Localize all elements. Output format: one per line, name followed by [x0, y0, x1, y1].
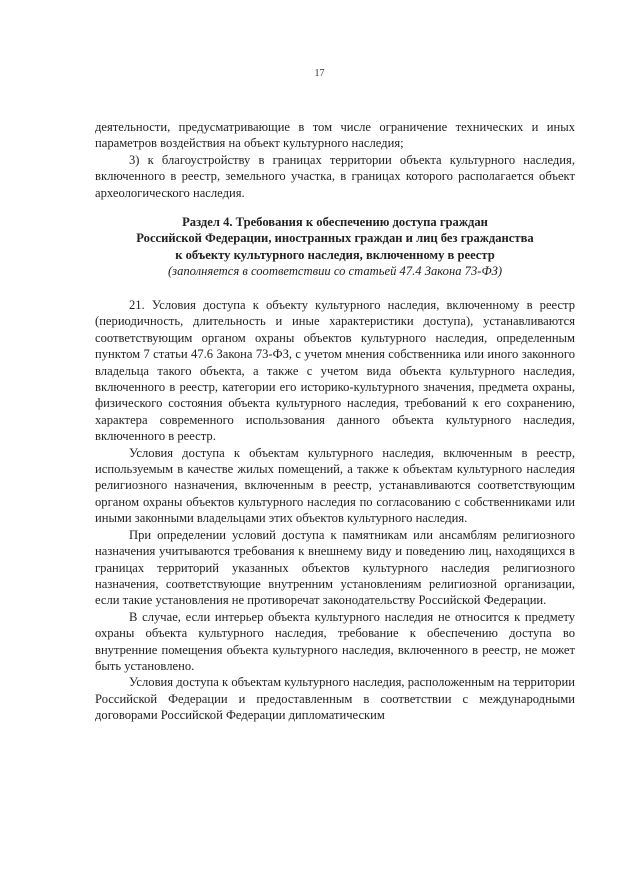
paragraph-interior: В случае, если интерьер объекта культурного наследия не относится к предмету охраны объекта культурного наследия, требование к обеспечению доступа во внутренние помещения объекта культурного наследия, включенного в реестр, не может быть установлено. [95, 609, 575, 673]
paragraph-ensembles: При определении условий доступа к памятникам или ансамблям религиозного назначения учитываются требования к внешнему виду и поведению лиц, находящихся в границах территорий указанных объектов культурного наследия религиозного назначения, соответствующие внутренним установлениям религиозной организации, если такие установления не противоречат законодательству Российской Федерации. [95, 527, 575, 608]
page-number: 17 [314, 68, 325, 79]
section-title-line-1: Раздел 4. Требования к обеспечению доступа граждан [182, 215, 488, 229]
intro-paragraph-1: деятельности, предусматривающие в том числе ограничение технических и иных параметров воздействия на объект культурного наследия; [95, 120, 575, 151]
intro-block [95, 119, 575, 201]
section-note: (заполняется в соответствии со статьей 47.4 Закона 73-ФЗ) [167, 264, 503, 279]
paragraph-religious-access: Условия доступа к объектам культурного наследия, включенным в реестр, используемым в качестве жилых помещений, а также к объектам культурного наследия религиозного назначения, включенным в реестр, устанавливаются соответствующим органом охраны объектов культурного наследия по согласованию с собственниками или иными законными владельцами этих объектов культурного наследия. [95, 445, 575, 526]
main-text-block [95, 297, 575, 724]
section-heading [95, 214, 575, 280]
paragraph-diplomatic: Условия доступа к объектам культурного наследия, расположенным на территории Российской Федерации и предоставленным в соответствии с международными договорами Российской Федерации дипломатическим [95, 675, 575, 723]
section-title-line-3: к объекту культурного наследия, включенному в реестр [175, 247, 495, 262]
paragraph-21: 21. Условия доступа к объекту культурного наследия, включенному в реестр (периодичность, длительность и иные характеристики доступа), устанавливаются соответствующим органом охраны объектов культурного наследия, определенным пунктом 7 статьи 47.6 Закона 73-ФЗ, с учетом мнения собственника или иного законного владельца такого объекта, а также с учетом вида объекта культурного наследия, включенного в реестр, категории его историко-культурного значения, предмета охраны, физического состояния объекта культурного наследия, требований к его сохранению, характера современного использования данного объекта культурного наследия, включенного в реестр. [95, 298, 575, 444]
intro-paragraph-2: 3) к благоустройству в границах территории объекта культурного наследия, включенного в реестр, земельного участка, в границах которого располагается объект археологического наследия. [95, 152, 575, 200]
section-title-line-2: Российской Федерации, иностранных граждан и лиц без гражданства [136, 231, 534, 246]
